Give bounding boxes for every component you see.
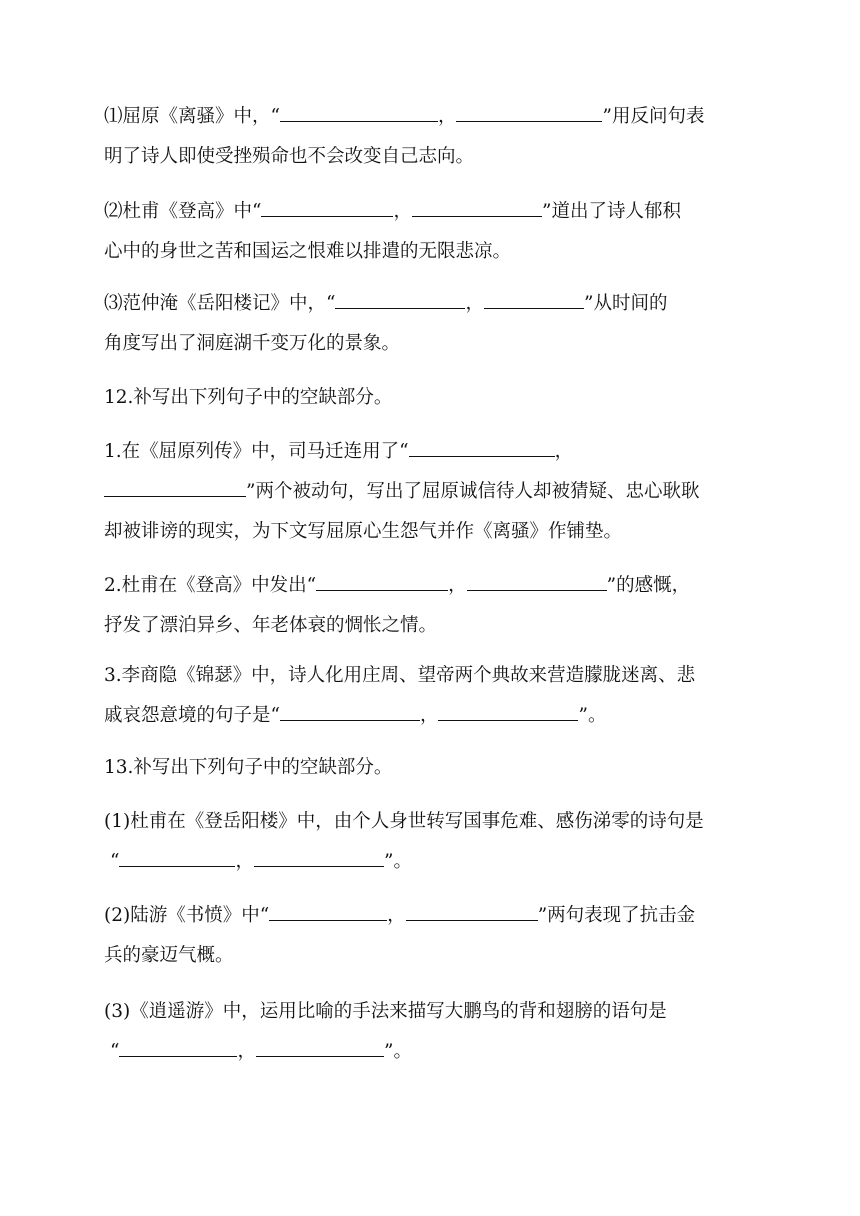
q12-item-1-line-2 — [104, 472, 756, 512]
q12-heading-text: 12.补写出下列句子中的空缺部分。 — [104, 387, 393, 408]
q12-item-1-text-b: ”两个被动句，写出了屈原诚信待人却被猜疑、忠心耿耿 — [246, 481, 700, 502]
comma: ， — [237, 1041, 256, 1062]
comma: ， — [387, 905, 406, 926]
q11-item-1-text-b: ”用反问句表 — [602, 106, 705, 127]
q12-item-3 — [104, 656, 756, 736]
q11-item-1-text-a: ⑴屈原《离骚》中，“ — [104, 106, 280, 127]
fill-blank[interactable] — [409, 434, 555, 457]
q12-item-1-line-3: 却被诽谤的现实，为下文写屈原心生怨气并作《离骚》作铺垫。 — [104, 521, 623, 542]
q12-item-1-line-1 — [104, 432, 756, 472]
fill-blank[interactable] — [261, 194, 393, 217]
q13-item-2-line-1 — [104, 896, 756, 936]
q13-item-3-line-1: (3)《逍遥游》中，运用比喻的手法来描写大鹏鸟的背和翅膀的语句是 — [104, 1001, 667, 1022]
q12-item-2-line-2: 抒发了漂泊异乡、年老体衰的惆怅之情。 — [104, 615, 438, 636]
fill-blank[interactable] — [484, 286, 584, 309]
fill-blank[interactable] — [104, 474, 246, 497]
comma: ， — [419, 705, 439, 726]
q11-item-3-line-2: 角度写出了洞庭湖千变万化的景象。 — [104, 333, 401, 354]
q13-item-1 — [104, 802, 756, 882]
q11-item-3 — [104, 284, 756, 364]
q12-item-2-text-b: ”的感慨， — [606, 575, 691, 596]
q12-item-3-text-a: 戚哀怨意境的句子是“ — [104, 705, 280, 726]
fill-blank[interactable] — [254, 844, 384, 867]
comma: ， — [393, 201, 412, 222]
fill-blank[interactable] — [119, 844, 235, 867]
comma: ， — [465, 293, 484, 314]
q11-item-2 — [104, 192, 756, 272]
fill-blank[interactable] — [269, 898, 387, 921]
fill-blank[interactable] — [412, 194, 542, 217]
q13-item-2 — [104, 896, 756, 976]
q13-item-2-line-2: 兵的豪迈气概。 — [104, 945, 234, 966]
q12-item-2-line-1 — [104, 566, 756, 606]
q13-item-2-text-b: ”两句表现了抗击金 — [537, 905, 696, 926]
q12-item-2-text-a: 2.杜甫在《登高》中发出“ — [104, 575, 317, 596]
comma: ， — [437, 106, 457, 127]
close-quote: ”。 — [383, 851, 412, 872]
q12-item-2 — [104, 566, 756, 646]
q11-item-1-line-1 — [104, 97, 756, 137]
fill-blank[interactable] — [335, 286, 465, 309]
fill-blank[interactable] — [406, 898, 538, 921]
q13-item-1-line-2 — [104, 842, 756, 882]
q12-item-1-text-a: 1.在《屈原列传》中，司马迁连用了“ — [104, 441, 409, 462]
fill-blank[interactable] — [438, 698, 578, 721]
fill-blank[interactable] — [456, 99, 602, 122]
fill-blank[interactable] — [280, 698, 420, 721]
q12-item-3-text-b: ”。 — [578, 705, 607, 726]
q13-item-2-text-a: (2)陆游《书愤》中“ — [104, 905, 270, 926]
q12-heading — [104, 378, 756, 418]
fill-blank[interactable] — [316, 568, 448, 591]
q11-item-1-line-2: 明了诗人即使受挫殒命也不会改变自己志向。 — [104, 146, 475, 167]
q11-item-2-line-2: 心中的身世之苦和国运之恨难以排遣的无限悲凉。 — [104, 241, 512, 262]
fill-blank[interactable] — [119, 1034, 237, 1057]
q12-item-3-line-2 — [104, 696, 756, 736]
open-quote: “ — [110, 851, 120, 872]
q11-item-2-text-a: ⑵杜甫《登高》中“ — [104, 201, 262, 222]
q11-item-3-text-b: ”从时间的 — [583, 293, 668, 314]
q11-item-3-text-a: ⑶范仲淹《岳阳楼记》中，“ — [104, 293, 336, 314]
q13-heading-text: 13.补写出下列句子中的空缺部分。 — [104, 757, 393, 778]
fill-blank[interactable] — [256, 1034, 384, 1057]
q13-item-1-line-1: (1)杜甫在《登岳阳楼》中，由个人身世转写国事危难、感伤涕零的诗句是 — [104, 811, 704, 832]
fill-blank[interactable] — [280, 99, 438, 122]
q11-item-2-line-1 — [104, 192, 756, 232]
open-quote: “ — [110, 1041, 120, 1062]
q13-item-3-line-2 — [104, 1032, 756, 1072]
q12-item-3-line-1: 3.李商隐《锦瑟》中，诗人化用庄周、望帝两个典故来营造朦胧迷离、悲 — [104, 665, 696, 686]
q13-heading — [104, 748, 756, 788]
q11-item-2-text-b: ”道出了诗人郁积 — [541, 201, 681, 222]
comma: ， — [235, 851, 254, 872]
q11-item-3-line-1 — [104, 284, 756, 324]
q11-item-1 — [104, 97, 756, 177]
fill-blank[interactable] — [467, 568, 607, 591]
comma: ， — [448, 575, 467, 596]
comma: ， — [554, 441, 574, 462]
q12-item-1 — [104, 432, 756, 552]
close-quote: ”。 — [383, 1041, 412, 1062]
q13-item-3 — [104, 992, 756, 1072]
